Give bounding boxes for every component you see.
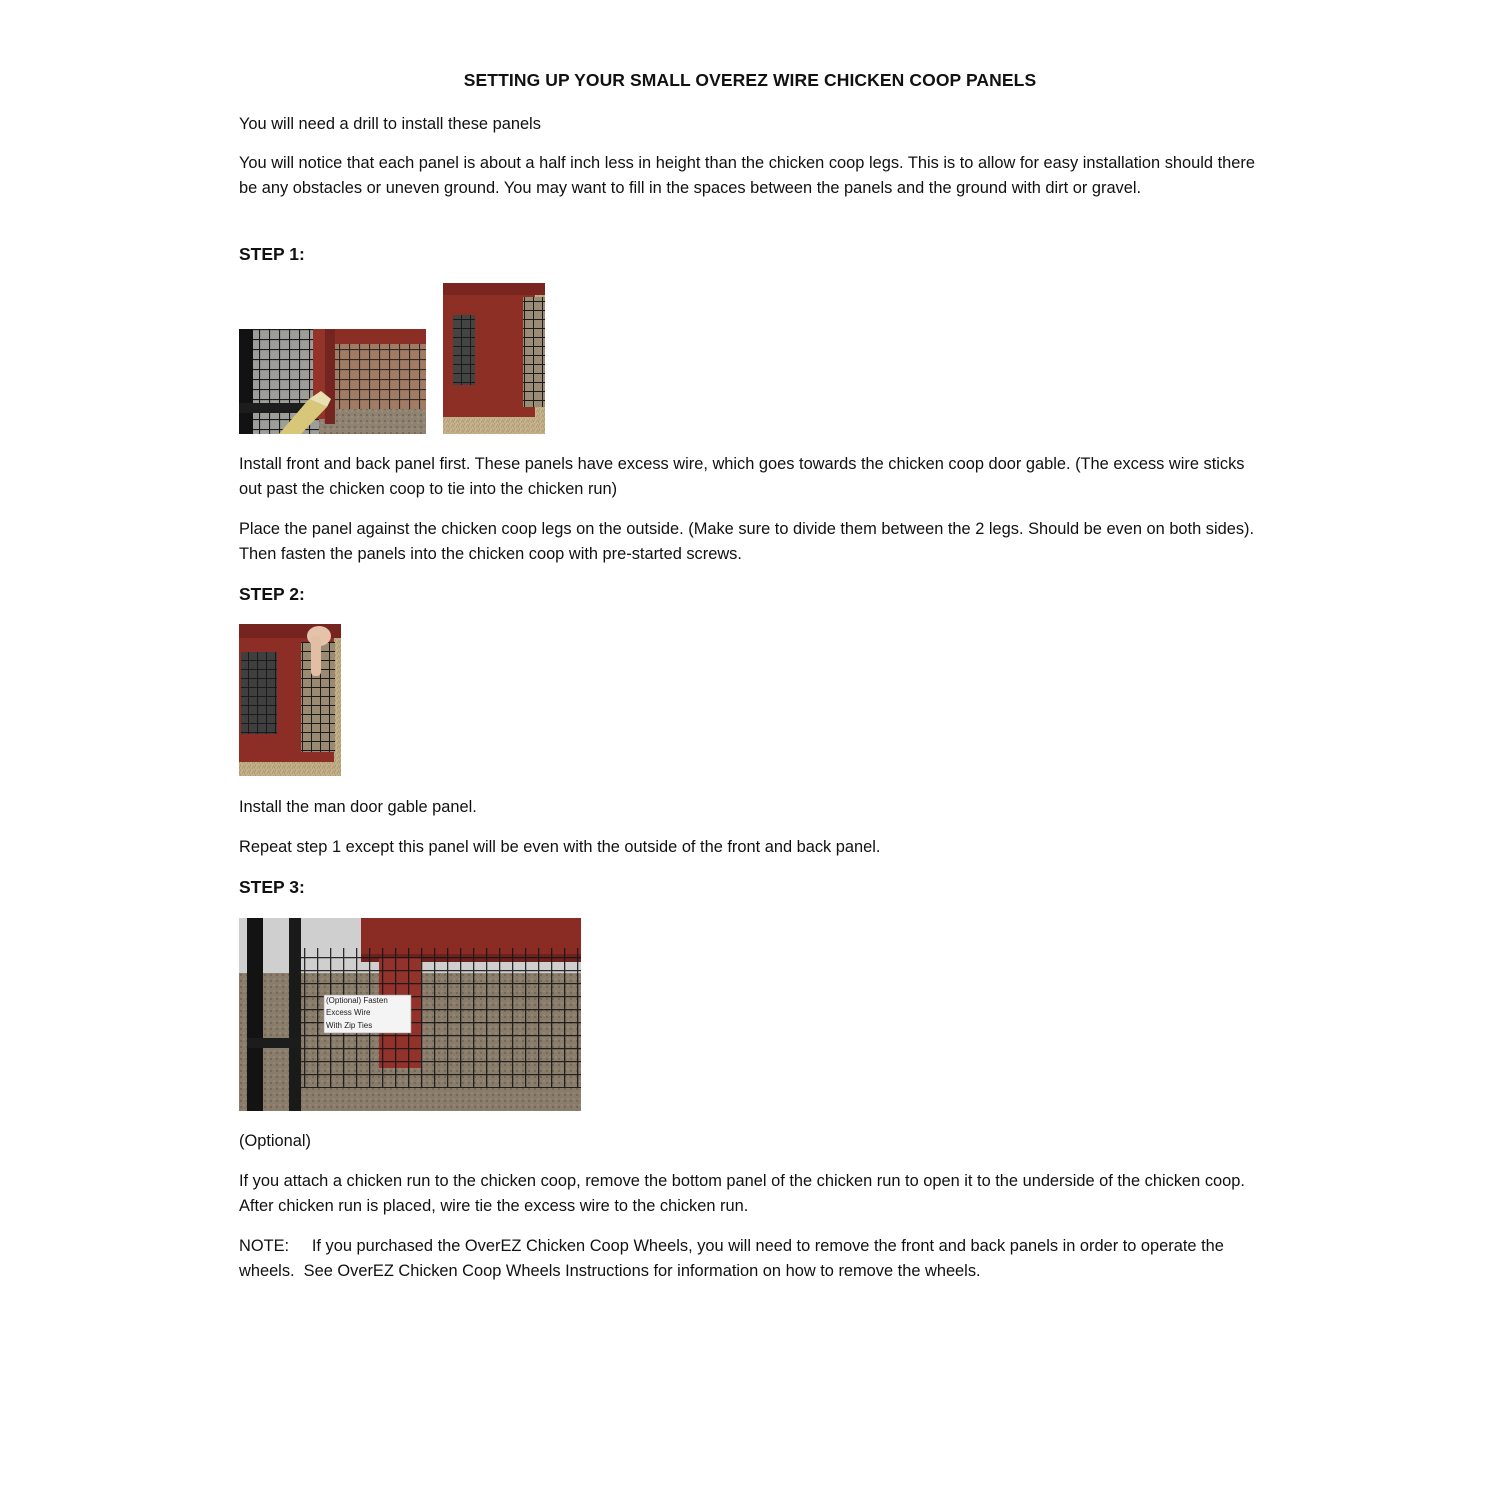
step-3-photo-zip-ties xyxy=(239,918,581,1111)
photo-callout-line-2: Excess Wire xyxy=(326,1008,371,1017)
step-1-heading: STEP 1: xyxy=(239,244,305,264)
step-2-photo-gable-panel xyxy=(239,624,341,776)
document-title: SETTING UP YOUR SMALL OVEREZ WIRE CHICKEN COOP PANELS xyxy=(463,70,1037,90)
step-1-photo-drill xyxy=(239,329,426,434)
intro-paragraph-2: You will notice that each panel is about a half inch less in height than the chicken coop legs. This is to allow for easy installation should there be any obstacles or uneven ground. You may want to fill in the spaces between the panels and the ground with dirt or gravel. xyxy=(239,154,1255,197)
step-2-paragraph-1: Install the man door gable panel. xyxy=(239,798,477,816)
step-3-heading: STEP 3: xyxy=(239,877,305,897)
photo-callout-line-3: With Zip Ties xyxy=(326,1021,373,1030)
intro-paragraph-1: You will need a drill to install these panels xyxy=(239,115,541,133)
step-3-paragraph-1: (Optional) xyxy=(239,1132,311,1150)
step-1-paragraph-1: Install front and back panel first. These panels have excess wire, which goes towards the chicken coop door gable. (The excess wire sticks out past the chicken coop to tie into the chicken run) xyxy=(239,455,1245,498)
note-paragraph: NOTE: If you purchased the OverEZ Chicken Coop Wheels, you will need to remove the front and back panels in order to operate the wheels. See OverEZ Chicken Coop Wheels Instructions for information on how to remove the wheels. xyxy=(239,1237,1229,1280)
step-1-paragraph-2: Place the panel against the chicken coop legs on the outside. (Make sure to divide them between the 2 legs. Should be even on both sides). Then fasten the panels into the chicken coop with pre-started screws. xyxy=(239,520,1255,563)
step-2-heading: STEP 2: xyxy=(239,584,305,604)
photo-callout-line-1: (Optional) Fasten xyxy=(326,996,388,1005)
step-3-paragraph-2: If you attach a chicken run to the chicken coop, remove the bottom panel of the chicken run to open it to the underside of the chicken coop. After chicken run is placed, wire tie the excess wire to the chicken run. xyxy=(239,1172,1245,1215)
step-2-paragraph-2: Repeat step 1 except this panel will be even with the outside of the front and back panel. xyxy=(239,838,881,856)
step-1-photo-panel xyxy=(443,283,545,434)
